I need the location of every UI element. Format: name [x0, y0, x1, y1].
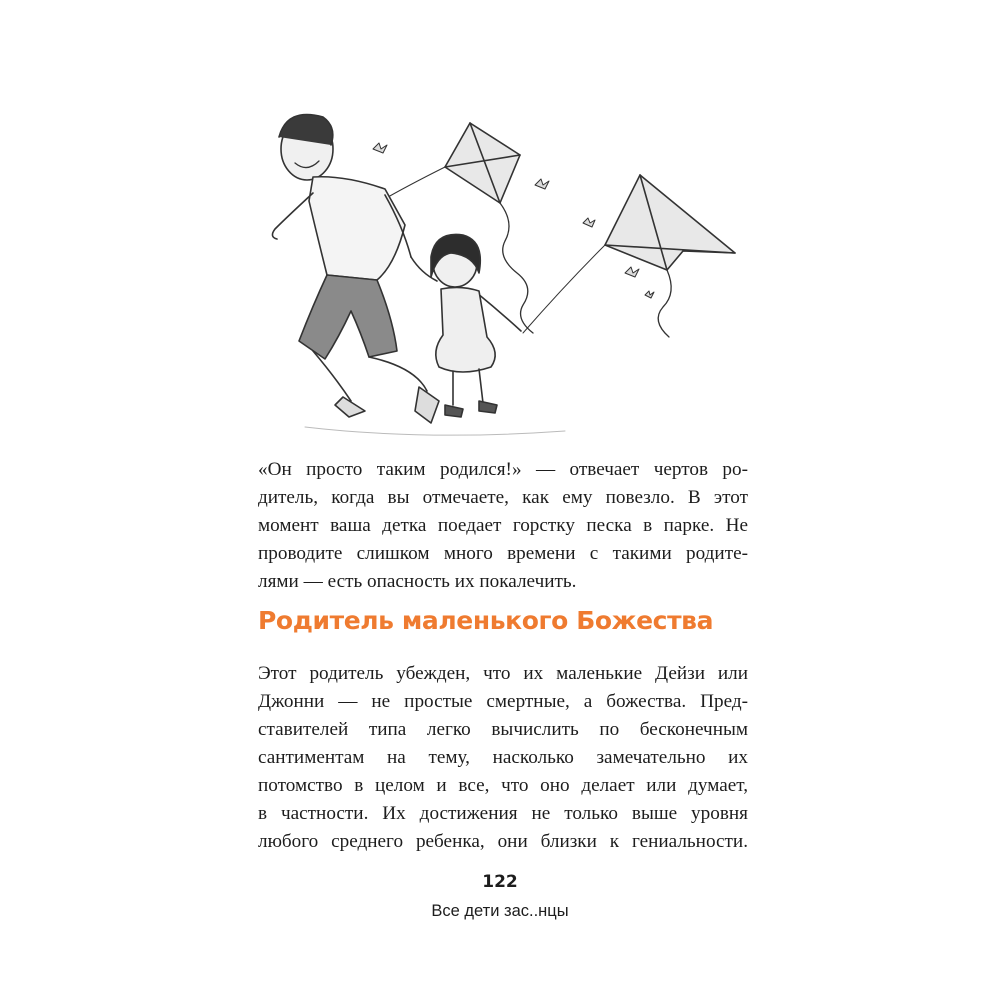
- paragraph-2-line: в частности. Их достижения не только выше уровня: [258, 803, 748, 824]
- paragraph-2-line: Этот родитель убежден, что их маленькие Дейзи или: [258, 663, 748, 684]
- paragraph-1-line: проводите слишком много времени с такими родите-: [258, 543, 748, 564]
- paragraph-1-line: «Он просто таким родился!» — отвечает чертов ро-: [258, 459, 748, 480]
- running-title: Все дети зас..нцы: [431, 902, 569, 920]
- paragraph-1-line: лями — есть опасность их покалечить.: [258, 571, 577, 592]
- paragraph-1: [258, 456, 748, 596]
- section-heading: Родитель маленького Божества: [258, 606, 714, 635]
- paragraph-2-line: потомство в целом и все, что оно делает или думает,: [258, 775, 748, 796]
- paragraph-2-line: любого среднего ребенка, они близки к гениальности.: [258, 831, 748, 852]
- father-daughter-kites-illustration: [265, 105, 750, 440]
- paragraph-2-line: сантиментам на тему, насколько замечательно их: [258, 747, 748, 768]
- paragraph-2: [258, 660, 748, 856]
- paragraph-2-line: ставителей типа легко вычислить по бесконечным: [258, 719, 748, 740]
- page-number: 122: [482, 872, 518, 892]
- paragraph-1-line: дитель, когда вы отмечаете, как ему повезло. В этот: [258, 487, 748, 508]
- paragraph-1-line: момент ваша детка поедает горстку песка в парке. Не: [258, 515, 748, 536]
- paragraph-2-line: Джонни — не простые смертные, а божества. Пред-: [258, 691, 748, 712]
